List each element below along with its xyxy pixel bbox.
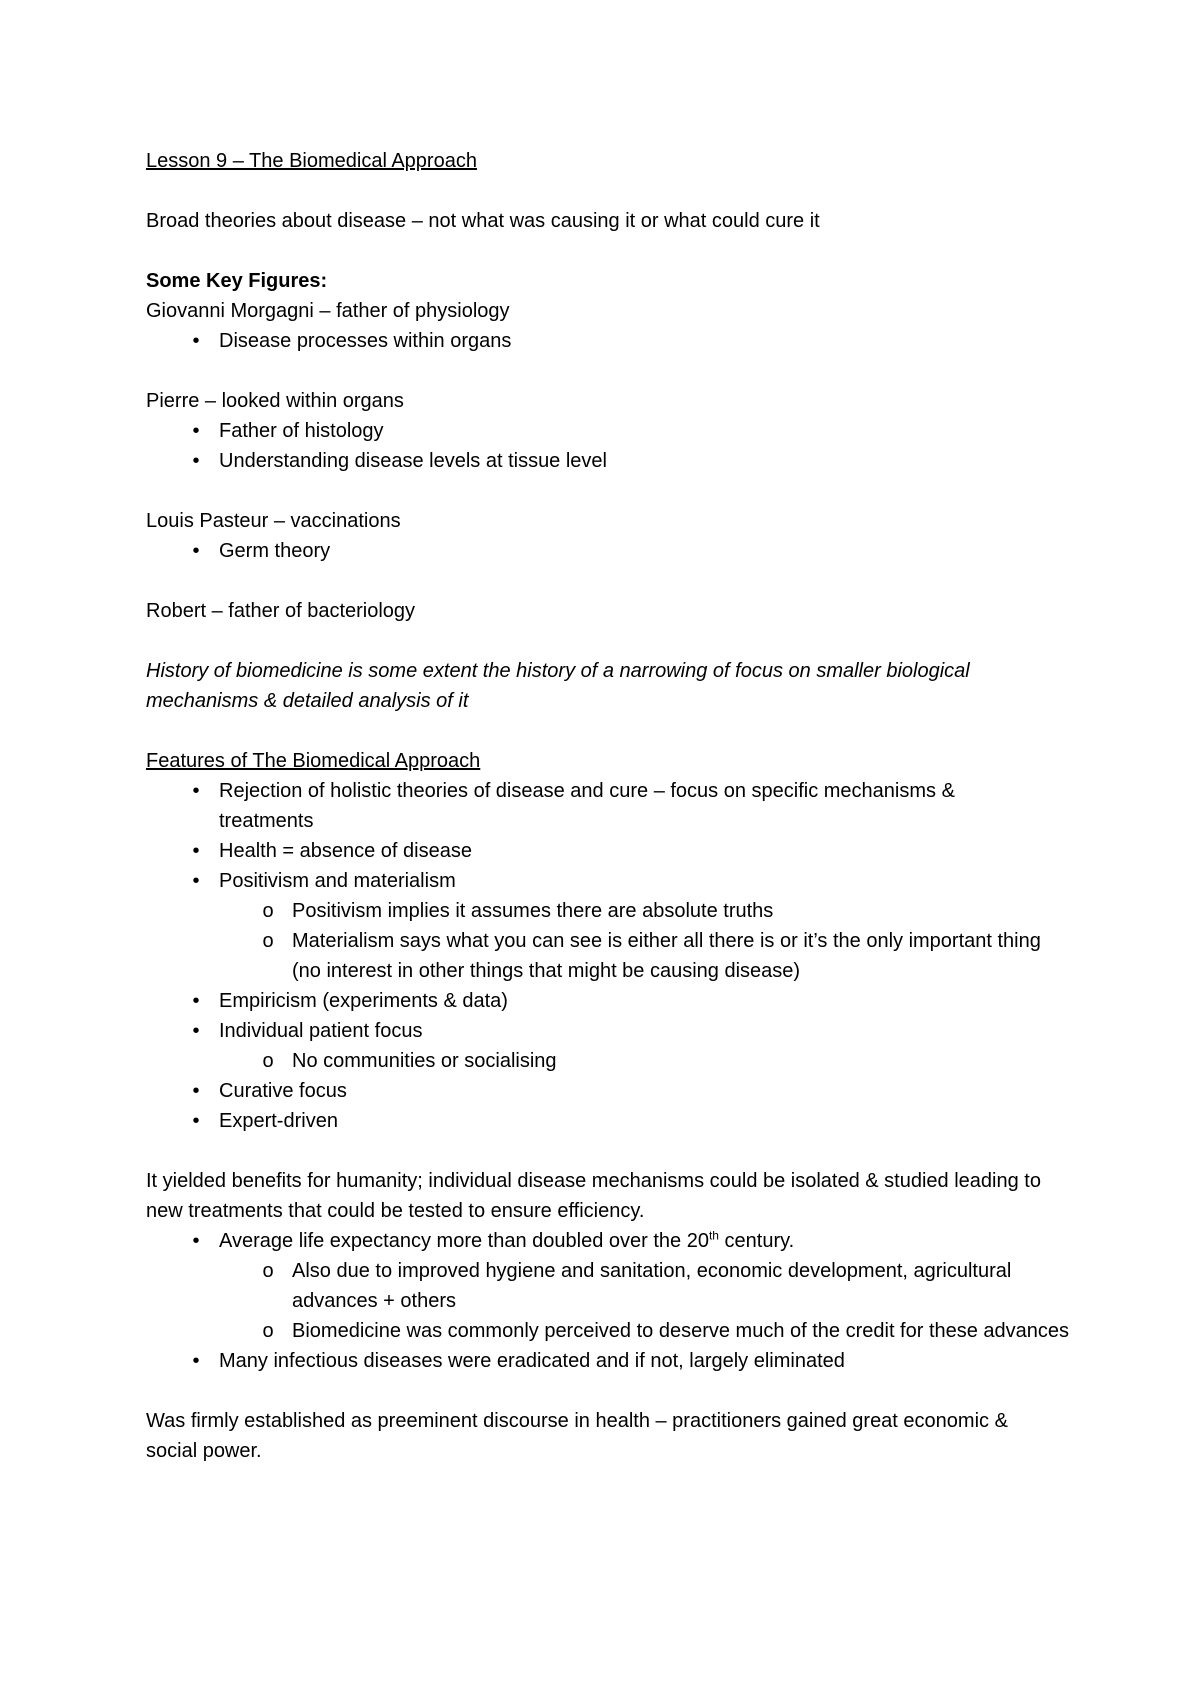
list-item: [146, 836, 1076, 866]
document-body: [146, 146, 1076, 1466]
list-item-text: Father of histology: [219, 420, 384, 442]
features-list: [146, 776, 1076, 1136]
bullet-icon: •: [192, 1110, 200, 1132]
superscript: th: [708, 1228, 719, 1243]
bullet-icon: •: [192, 870, 200, 892]
list-item: [146, 1016, 1076, 1046]
list-item-text: Average life expectancy more than doubled over the 20: [219, 1230, 709, 1252]
list-item-text: Positivism and materialism: [219, 870, 456, 892]
benefits-list: [146, 1226, 1076, 1376]
list-item-text: Germ theory: [219, 540, 331, 562]
sub-list-item: [146, 926, 1072, 986]
figure-robert: Robert – father of bacteriology: [146, 600, 416, 622]
sub-list-item: [146, 1256, 1072, 1316]
list-item: [146, 776, 1039, 836]
list-item-text: Rejection of holistic theories of disease and cure – focus on specific mechanisms & treatments: [219, 780, 955, 832]
list-item-text: Understanding disease levels at tissue level: [219, 450, 607, 472]
bullet-icon: •: [192, 1020, 200, 1042]
benefits-text: It yielded benefits for humanity; individual disease mechanisms could be isolated & studied leading to new treatments that could be tested to ensure efficiency.: [146, 1170, 1041, 1222]
list-item-text-end: century.: [718, 1230, 795, 1252]
bullet-icon: •: [192, 1080, 200, 1102]
bullet-icon: •: [192, 840, 200, 862]
figure-pasteur: Louis Pasteur – vaccinations: [146, 510, 401, 532]
sub-bullet-icon: o: [262, 930, 274, 952]
list-item: [146, 536, 1076, 566]
history-note: History of biomedicine is some extent the history of a narrowing of focus on smaller biological mechanisms & detailed analysis of it: [146, 660, 970, 712]
list-item-text: Disease processes within organs: [219, 330, 512, 352]
sub-bullet-icon: o: [262, 900, 274, 922]
list-item-text: Curative focus: [219, 1080, 347, 1102]
page-title: Lesson 9 – The Biomedical Approach: [146, 150, 477, 172]
bullet-icon: •: [192, 540, 200, 562]
bullet-icon: •: [192, 420, 200, 442]
list-item-text: No communities or socialising: [292, 1050, 557, 1072]
list-item: [146, 1106, 1076, 1136]
key-figures-heading: Some Key Figures:: [146, 270, 328, 292]
intro-text: Broad theories about disease – not what was causing it or what could cure it: [146, 210, 820, 232]
pasteur-list: [146, 536, 1076, 566]
bullet-icon: •: [192, 780, 200, 802]
bullet-icon: •: [192, 450, 200, 472]
list-item: [146, 326, 1076, 356]
sub-list-item: [146, 1316, 1082, 1346]
sub-bullet-icon: o: [262, 1320, 274, 1342]
list-item-text: Positivism implies it assumes there are absolute truths: [292, 900, 774, 922]
sub-list-item: [146, 1046, 1076, 1076]
list-item-text: Individual patient focus: [219, 1020, 423, 1042]
list-item-text: Expert-driven: [219, 1110, 338, 1132]
closing-text: Was firmly established as preeminent discourse in health – practitioners gained great economic & social power.: [146, 1410, 1008, 1462]
list-item-text: Also due to improved hygiene and sanitation, economic development, agricultural advances + others: [292, 1260, 1012, 1312]
features-heading: Features of The Biomedical Approach: [146, 750, 481, 772]
list-item: [146, 416, 1076, 446]
bullet-icon: •: [192, 1350, 200, 1372]
list-item: [146, 866, 1076, 896]
figure-pierre: Pierre – looked within organs: [146, 390, 404, 412]
list-item-text: Health = absence of disease: [219, 840, 472, 862]
pierre-list: [146, 416, 1076, 476]
sub-list-item: [146, 896, 1076, 926]
bullet-icon: •: [192, 990, 200, 1012]
list-item-text: Empiricism (experiments & data): [219, 990, 508, 1012]
sub-bullet-icon: o: [262, 1260, 274, 1282]
list-item: [146, 1226, 1076, 1256]
list-item-text: Many infectious diseases were eradicated and if not, largely eliminated: [219, 1350, 845, 1372]
morgagni-list: [146, 326, 1076, 356]
list-item: [146, 1346, 1076, 1376]
list-item-text: Materialism says what you can see is either all there is or it’s the only important thing (no interest in other things that might be causing disease): [292, 930, 1041, 982]
list-item: [146, 446, 1076, 476]
sub-bullet-icon: o: [262, 1050, 274, 1072]
list-item-text: Biomedicine was commonly perceived to deserve much of the credit for these advances: [292, 1320, 1070, 1342]
bullet-icon: •: [192, 330, 200, 352]
bullet-icon: •: [192, 1230, 200, 1252]
figure-morgagni: Giovanni Morgagni – father of physiology: [146, 300, 510, 322]
list-item: [146, 986, 1076, 1016]
list-item: [146, 1076, 1076, 1106]
